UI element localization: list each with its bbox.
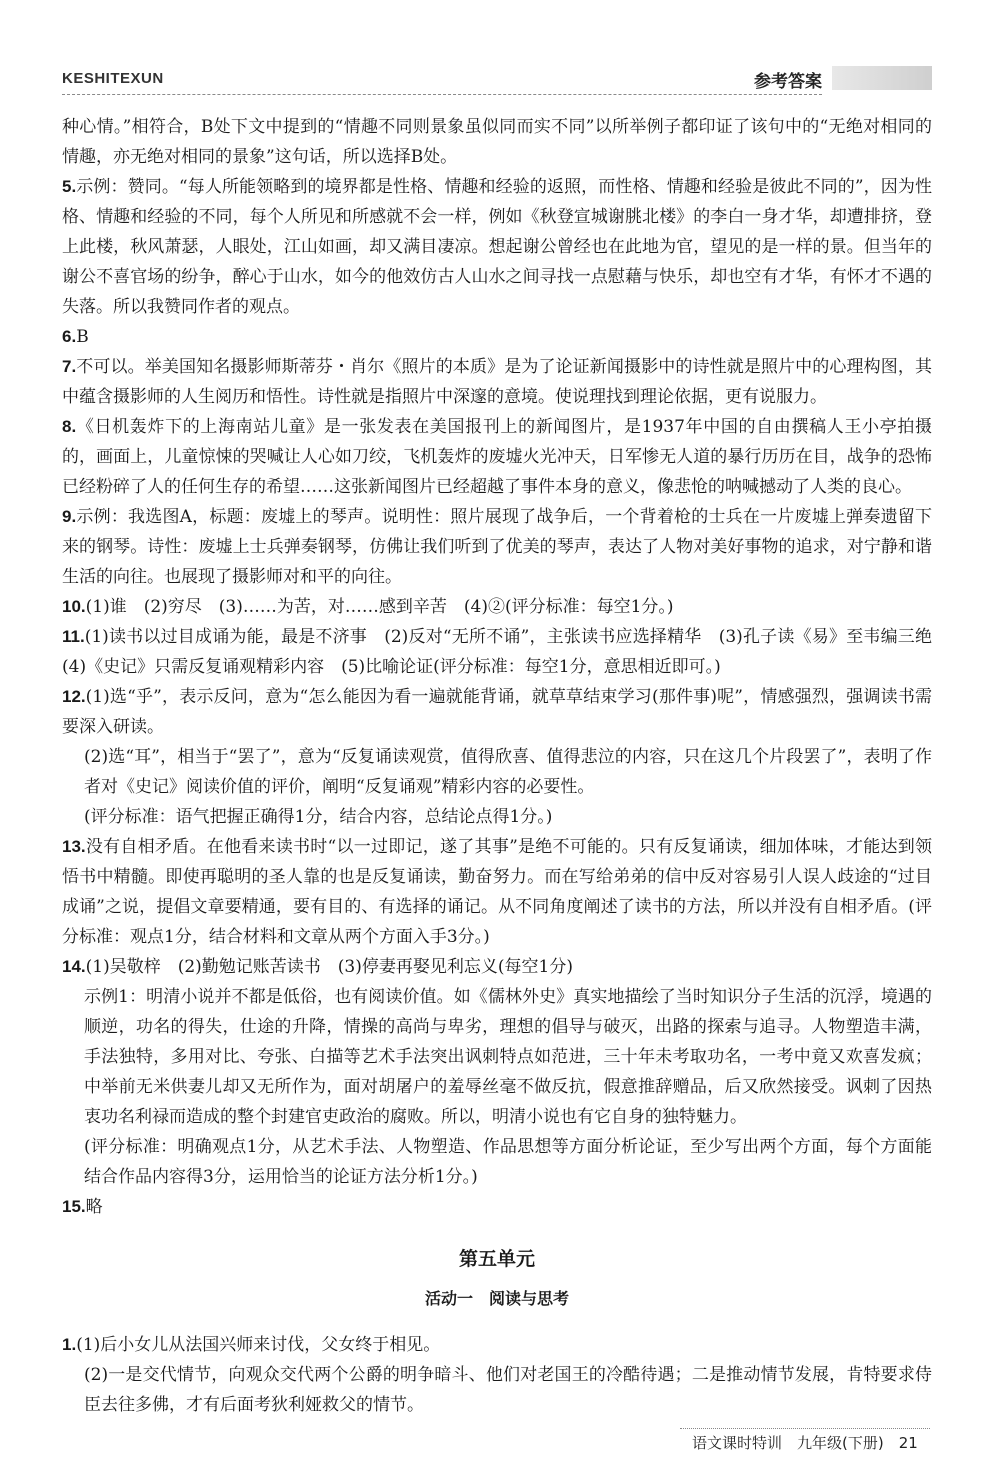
header-divider <box>62 94 822 95</box>
footer-divider <box>680 1428 930 1429</box>
item-number: 7. <box>62 357 77 376</box>
answer-item-8 <box>62 412 932 502</box>
header-shade-bar <box>832 66 932 90</box>
answer-item-14-example: 示例1：明清小说并不都是低俗，也有阅读价值。如《儒林外史》真实地描绘了当时知识分子生活的沉浮，境遇的顺逆，功名的得失，仕途的升降，情操的高尚与卑劣，理想的倡导与破灭，出路的探索与追寻。人物塑造丰满，手法独特，多用对比、夸张、白描等艺术手法突出讽刺特点如范进，三十年未考取功名，一考中竟又欢喜发疯；中举前无米供妻儿却又无所作为，面对胡屠户的羞辱丝毫不做反抗，假意推辞赠品，后又欣然接受。讽刺了因热衷功名利禄而造成的整个封建官吏政治的腐败。所以，明清小说也有它自身的独特魅力。 <box>84 987 932 1127</box>
answer-item-15 <box>62 1192 932 1222</box>
item-number: 8. <box>62 417 77 436</box>
item-text: 示例：我选图A，标题：废墟上的琴声。说明性：照片展现了战争后，一个背着枪的士兵在一片废墟上弹奏遗留下来的钢琴。诗性：废墟上士兵弹奏钢琴，仿佛让我们听到了优美的琴声，表达了人物对美好事物的追求，对宁静和谐生活的向往。也展现了摄影师对和平的向往。 <box>62 507 932 587</box>
item-text: 示例：赞同。“每人所能领略到的境界都是性格、情趣和经验的返照，而性格、情趣和经验是彼此不同的”，因为性格、情趣和经验的不同，每个人所见和所感就不会一样，例如《秋登宣城谢朓北楼》的李白一身才华，却遭排挤，登上此楼，秋风萧瑟，人眼处，江山如画，却又满目凄凉。想起谢公曾经也在此地为官，望见的是一样的景。但当年的谢公不喜官场的纷争，醉心于山水，如今的他效仿古人山水之间寻找一点慰藉与快乐，却也空有才华，有怀才不遇的失落。所以我赞同作者的观点。 <box>62 177 932 317</box>
answer-item-14 <box>62 952 932 982</box>
activity-title: 活动一 阅读与思考 <box>424 1289 569 1308</box>
answer-item-1 <box>62 1330 932 1360</box>
item-text: 不可以。举美国知名摄影师斯蒂芬・肖尔《照片的本质》是为了论证新闻摄影中的诗性就是照片中的心理构图，其中蕴含摄影师的人生阅历和悟性。诗性就是指照片中深邃的意境。使说理找到理论依据，更有说服力。 <box>62 357 932 407</box>
item-text: 略 <box>85 1197 103 1217</box>
section-label: 参考答案 <box>754 72 822 92</box>
answer-item-12 <box>62 682 932 742</box>
item-number: 10. <box>62 597 86 616</box>
answer-item-13 <box>62 832 932 952</box>
item-text: (1)后小女儿从法国兴师来讨伐，父女终于相见。 <box>76 1335 441 1355</box>
item-number: 14. <box>62 957 86 976</box>
answer-item-5 <box>62 172 932 322</box>
page-header <box>62 64 932 98</box>
answer-item-1-part2: (2)一是交代情节，向观众交代两个公爵的明争暗斗、他们对老国王的冷酷待遇；二是推动情节发展，肯特要求侍臣去往多佛，才有后面考狄利娅救父的情节。 <box>84 1365 932 1415</box>
item-number: 1. <box>62 1335 77 1354</box>
item-text: (1)吴敬梓 (2)勤勉记账苦读书 (3)停妻再娶见利忘义(每空1分) <box>85 957 573 977</box>
answer-item-9 <box>62 502 932 592</box>
item-number: 11. <box>62 627 85 646</box>
continued-paragraph: 种心情。”相符合，B处下文中提到的“情趣不同则景象虽似同而实不同”以所举例子都印证了该句中的“无绝对相同的情趣，亦无绝对相同的景象”这句话，所以选择B处。 <box>62 117 932 167</box>
scoring-note-12: (评分标准：语气把握正确得1分，结合内容，总结论点得1分。) <box>84 807 553 827</box>
item-text: (1)选“乎”，表示反问，意为“怎么能因为看一遍就能背诵，就草草结束学习(那件事)呢”，情感强烈，强调读书需要深入研读。 <box>62 687 932 737</box>
answer-item-11 <box>62 622 949 682</box>
item-number: 6. <box>62 327 77 346</box>
item-number: 12. <box>62 687 86 706</box>
item-number: 5. <box>62 177 77 196</box>
scoring-note-14: (评分标准：明确观点1分，从艺术手法、人物塑造、作品思想等方面分析论证，至少写出两个方面，每个方面能结合作品内容得3分，运用恰当的论证方法分析1分。) <box>84 1137 932 1187</box>
brand-name: KESHITEXUN <box>62 70 164 87</box>
answer-item-7 <box>62 352 932 412</box>
item-number: 13. <box>62 837 86 856</box>
answer-content <box>62 112 949 1420</box>
item-text: (1)读书以过目成诵为能，最是不济事 (2)反对“无所不诵”，主张读书应选择精华 (3)孔子读《易》至韦编三绝 (4)《史记》只需反复诵观精彩内容 (5)比喻论证(评分标准：每空1分，意思相近即可。) <box>62 627 949 677</box>
item-number: 15. <box>62 1197 86 1216</box>
unit-title: 第五单元 <box>458 1248 535 1270</box>
item-text: 没有自相矛盾。在他看来读书时“以一过即记，遂了其事”是绝不可能的。只有反复诵读，细加体味，才能达到领悟书中精髓。即使再聪明的圣人靠的也是反复诵读，勤奋努力。而在写给弟弟的信中反对容易引人误人歧途的“过目成诵”之说，提倡文章要精通，要有目的、有选择的诵记。从不同角度阐述了读书的方法，所以并没有自相矛盾。(评分标准：观点1分，结合材料和文章从两个方面入手3分。) <box>62 837 932 947</box>
item-text: B <box>76 327 89 347</box>
answer-item-12-part2: (2)选“耳”，相当于“罢了”，意为“反复诵读观赏，值得欣喜、值得悲泣的内容，只在这几个片段罢了”，表明了作者对《史记》阅读价值的评价，阐明“反复诵观”精彩内容的必要性。 <box>84 747 932 797</box>
item-text: (1)谁 (2)穷尽 (3)……为苦，对……感到辛苦 (4)②(评分标准：每空1分。) <box>85 597 674 617</box>
item-number: 9. <box>62 507 77 526</box>
answer-item-6 <box>62 322 932 352</box>
answer-item-10 <box>62 592 932 622</box>
footer-book-title: 语文课时特训 九年级(下册) 21 <box>692 1434 918 1452</box>
item-text: 《日机轰炸下的上海南站儿童》是一张发表在美国报刊上的新闻图片，是1937年中国的自由撰稿人王小亭拍摄的，画面上，儿童惊悚的哭喊让人心如刀绞，飞机轰炸的废墟火光冲天，日军惨无人道的暴行历历在目，战争的恐怖已经粉碎了人的任何生存的希望……这张新闻图片已经超越了事件本身的意义，像悲怆的呐喊撼动了人类的良心。 <box>62 417 932 497</box>
page-footer <box>680 1428 940 1458</box>
